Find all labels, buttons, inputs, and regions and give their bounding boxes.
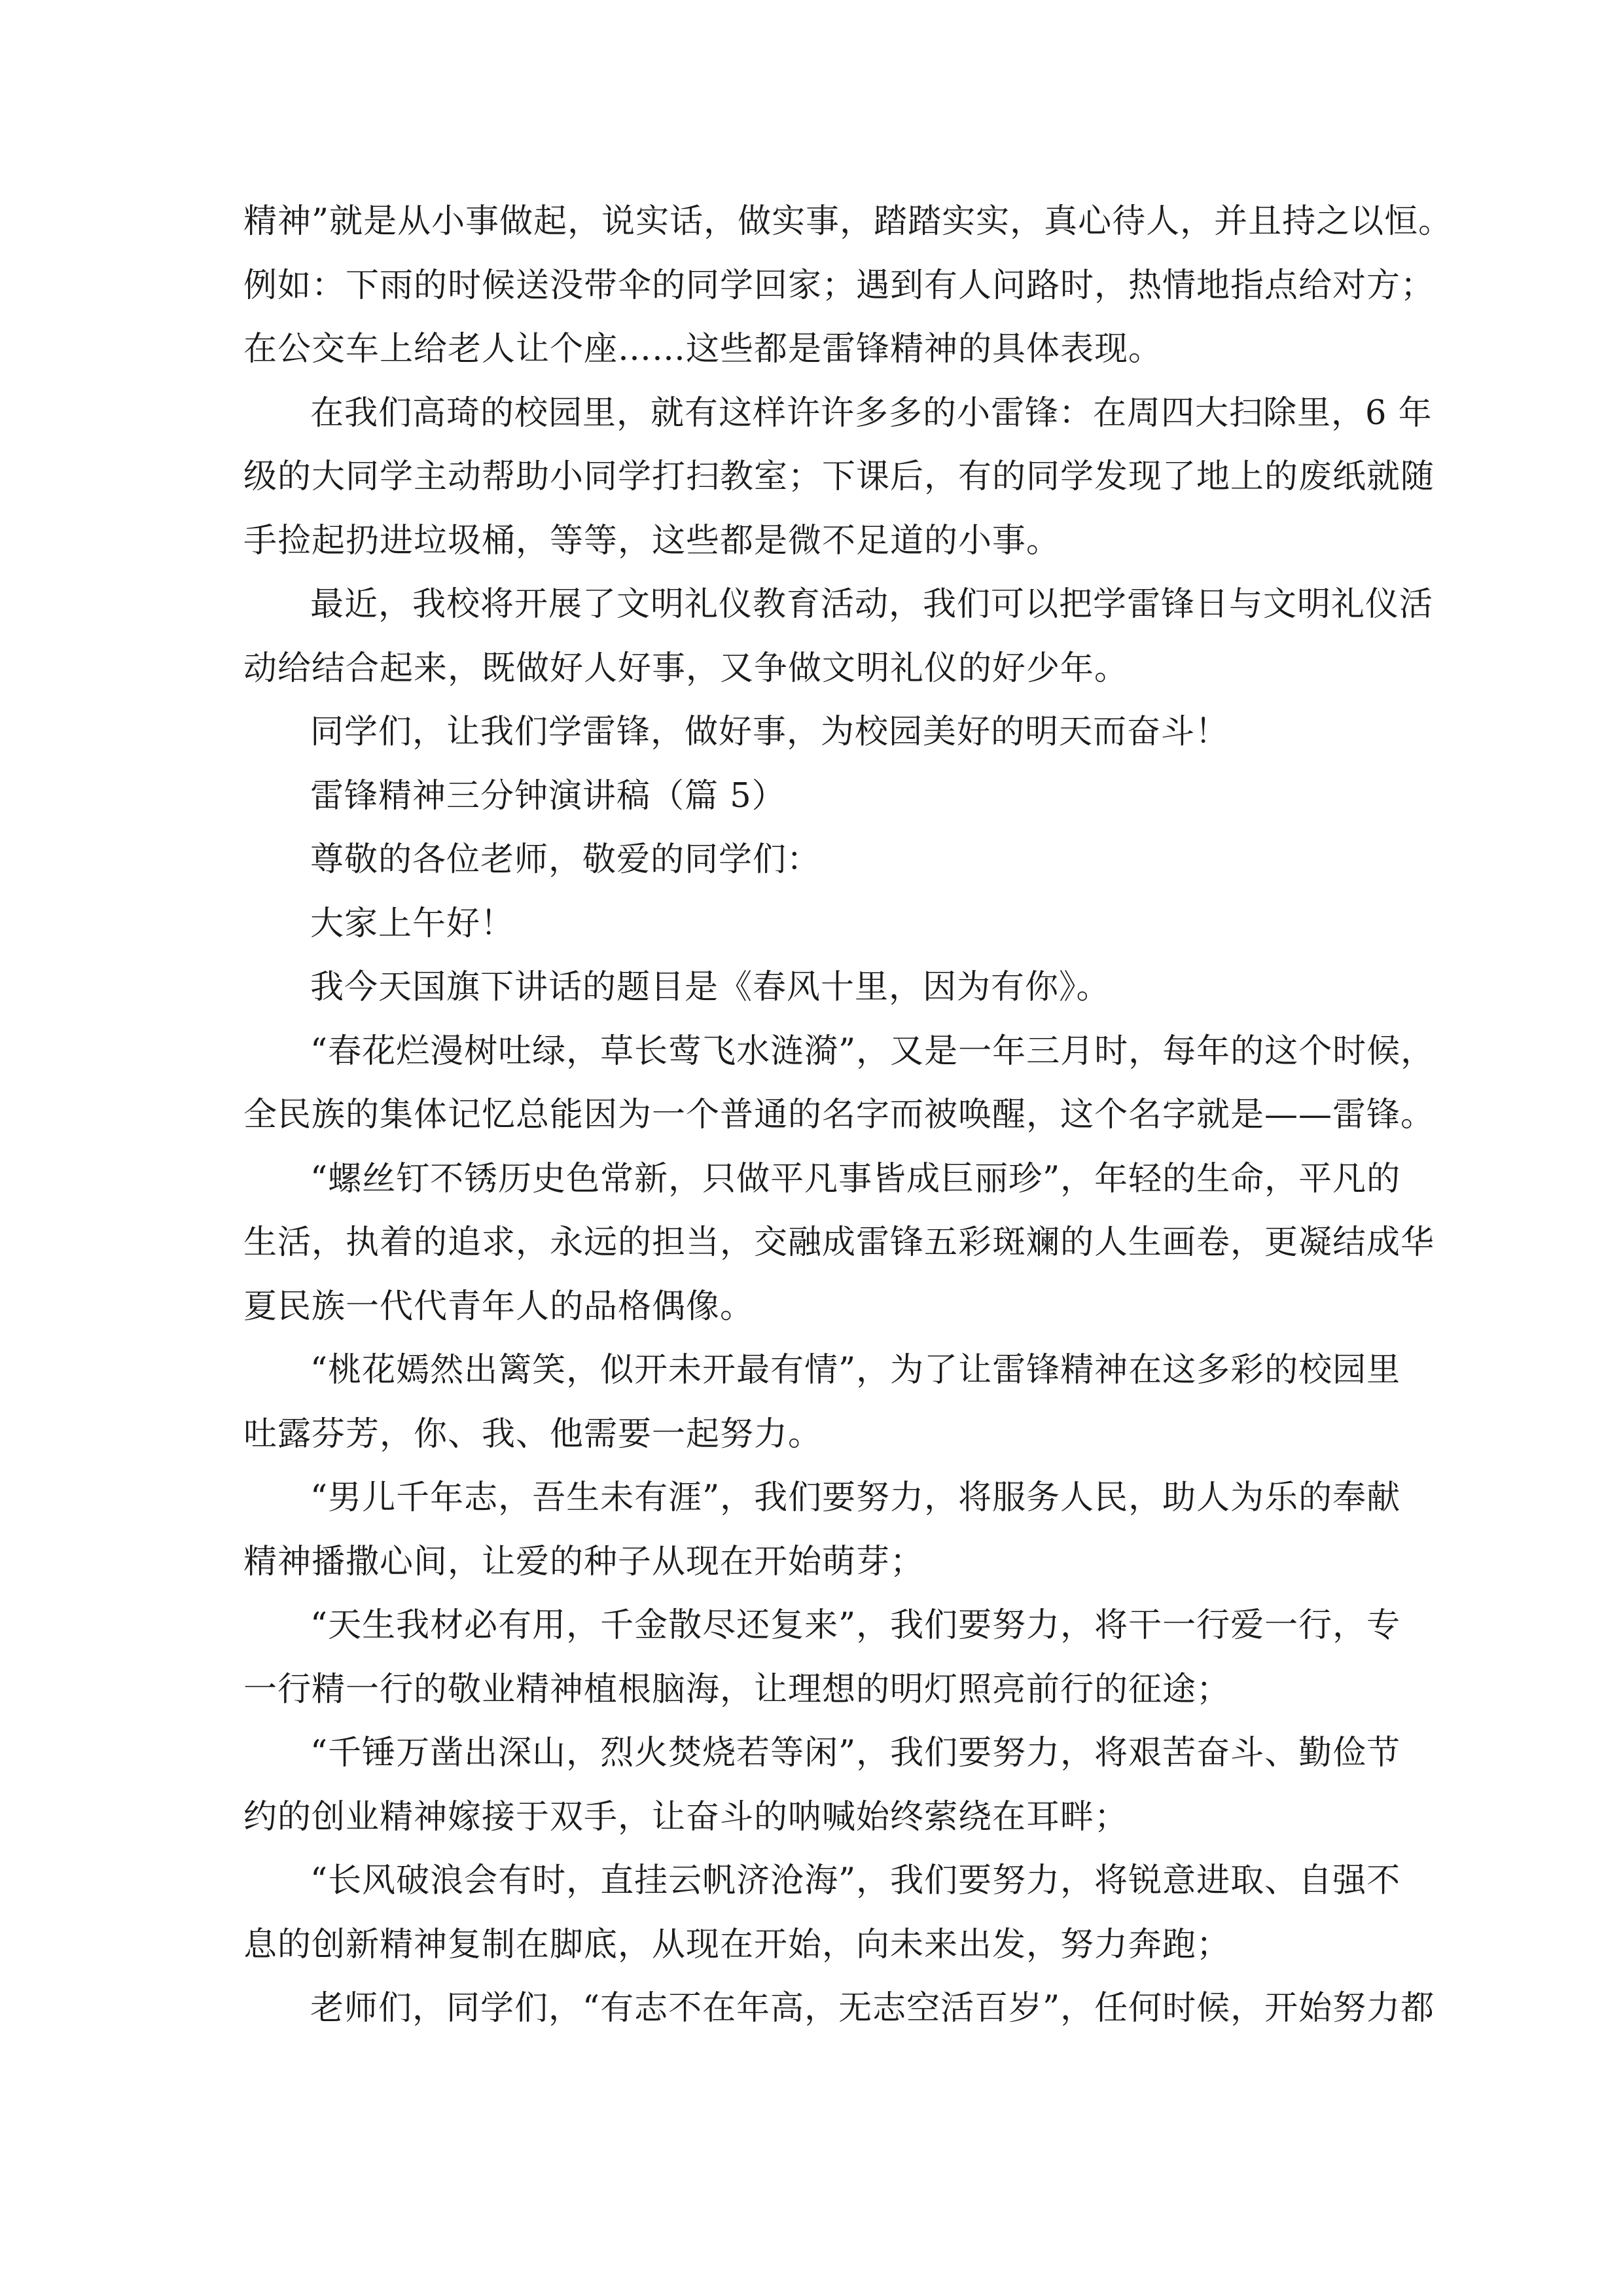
- text-line: 例如：下雨的时候送没带伞的同学回家；遇到有人问路时，热情地指点给对方；: [243, 266, 1435, 305]
- text-line: “春花烂漫树吐绿，草长莺飞水涟漪”，又是一年三月时，每年的这个时候，: [310, 1031, 1435, 1071]
- text-line: 一行精一行的敬业精神植根脑海，让理想的明灯照亮前行的征途；: [243, 1670, 1231, 1709]
- section-heading: 雷锋精神三分钟演讲稿（篇 5）: [310, 776, 786, 816]
- text-line: “长风破浪会有时，直挂云帆济沧海”，我们要努力，将锐意进取、自强不: [310, 1861, 1401, 1900]
- text-line: 夏民族一代代青年人的品格偶像。: [243, 1287, 755, 1326]
- text-line: 精神播撒心间，让爱的种子从现在开始萌芽；: [243, 1542, 925, 1581]
- text-line: 精神”就是从小事做起，说实话，做实事，踏踏实实，真心待人，并且持之以恒。: [243, 202, 1453, 241]
- document-body: [243, 190, 1453, 2041]
- text-line: “千锤万凿出深山，烈火焚烧若等闲”，我们要努力，将艰苦奋斗、勤俭节: [310, 1734, 1401, 1772]
- text-line: “男儿千年志，吾生未有涯”，我们要努力，将服务人民，助人为乐的奉献: [310, 1479, 1401, 1517]
- text-line: 老师们，同学们，“有志不在年高，无志空活百岁”，任何时候，开始努力都: [310, 1989, 1435, 2028]
- greeting: 大家上午好！: [310, 904, 515, 943]
- text-line: 最近，我校将开展了文明礼仪教育活动，我们可以把学雷锋日与文明礼仪活: [310, 585, 1434, 624]
- text-line: 同学们，让我们学雷锋，做好事，为校园美好的明天而奋斗！: [310, 713, 1230, 751]
- text-line: 在公交车上给老人让个座……这些都是雷锋精神的具体表现。: [243, 330, 1163, 368]
- salutation: 尊敬的各位老师，敬爱的同学们：: [310, 840, 821, 879]
- text-line: “螺丝钉不锈历史色常新，只做平凡事皆成巨丽珍”，年轻的生命，平凡的: [310, 1159, 1401, 1198]
- text-line: 我今天国旗下讲话的题目是《春风十里，因为有你》。: [310, 968, 1111, 1007]
- text-line: 息的创新精神复制在脚底，从现在开始，向未来出发，努力奔跑；: [243, 1925, 1231, 1964]
- text-line: 约的创业精神嫁接于双手，让奋斗的呐喊始终萦绕在耳畔；: [243, 1797, 1129, 1837]
- text-line: 在我们高琦的校园里，就有这样许许多多的小雷锋：在周四大扫除里，6 年: [310, 393, 1433, 433]
- text-line: 全民族的集体记忆总能因为一个普通的名字而被唤醒，这个名字就是——雷锋。: [243, 1096, 1435, 1134]
- text-line: 级的大同学主动帮助小同学打扫教室；下课后，有的同学发现了地上的废纸就随: [243, 457, 1435, 496]
- text-line: “天生我材必有用，千金散尽还复来”，我们要努力，将干一行爱一行，专: [310, 1606, 1401, 1645]
- text-line: 吐露芬芳，你、我、他需要一起努力。: [243, 1414, 823, 1454]
- text-line: 生活，执着的追求，永远的担当，交融成雷锋五彩斑斓的人生画卷，更凝结成华: [243, 1223, 1435, 1262]
- text-line: “桃花嫣然出篱笑，似开未开最有情”，为了让雷锋精神在这多彩的校园里: [310, 1351, 1401, 1390]
- text-line: 手捡起扔进垃圾桶，等等，这些都是微不足道的小事。: [243, 521, 1061, 560]
- text-line: 动给结合起来，既做好人好事，又争做文明礼仪的好少年。: [243, 649, 1129, 688]
